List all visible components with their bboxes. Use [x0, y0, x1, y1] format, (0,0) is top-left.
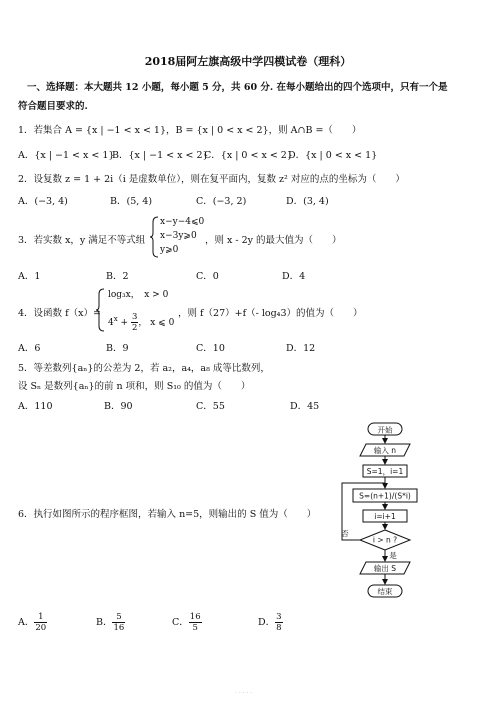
flow-start-label: 开始 — [377, 425, 393, 435]
q6-option-a-label: A． — [18, 617, 35, 628]
q6-option-a-numerator: 1 — [34, 612, 47, 623]
q6-option-c-numerator: 16 — [189, 612, 201, 622]
q4-case-2-base: 4 — [108, 318, 114, 328]
q6-option-a-denominator: 20 — [35, 623, 47, 633]
q6-option-d-numerator: 3 — [276, 612, 282, 622]
q4-case-2 — [108, 312, 174, 333]
q6-option-c — [172, 612, 202, 633]
q2-option-c: C．(−3, 2) — [196, 196, 247, 207]
q6-option-c-label: C． — [172, 617, 189, 628]
q3-stem-prefix: 3．若实数 x，y 满足不等式组 — [18, 235, 146, 246]
q4-stem-suffix: ，则 f（27）+f（- log₄3）的值为（ ） — [178, 308, 363, 319]
flow-output-label: 输出 S — [373, 564, 397, 573]
q5-option-a: A．110 — [18, 401, 53, 412]
q6-stem: 6．执行如图所示的程序框图，若输入 n=5，则输出的 S 值为（ ） — [18, 509, 317, 520]
q4-case-1: log₃x， x > 0 — [108, 290, 169, 300]
q6-option-c-denominator: 5 — [192, 623, 198, 633]
q5-option-d: D．45 — [290, 401, 320, 412]
q6-option-d-fraction — [275, 612, 282, 633]
q3-inequality-1: x−y−4⩽0 — [160, 217, 205, 227]
flow-end-label: 结束 — [377, 587, 393, 596]
q3-stem-suffix: ，则 x - 2y 的最大值为（ ） — [205, 235, 342, 246]
q3-inequality-3: y⩾0 — [160, 245, 179, 255]
q6-option-b-numerator: 5 — [112, 612, 125, 623]
q6-option-c-fraction — [189, 612, 202, 633]
flow-init-label: S=1，i=1 — [366, 467, 404, 476]
q2-option-a: A．(−3, 4) — [18, 196, 68, 207]
q4-option-b: B．9 — [106, 343, 129, 354]
q4-case-2-condition: ， x ⩽ 0 — [138, 318, 175, 328]
q5-stem-line2: 设 Sₙ 是数列{aₙ}的前 n 项和，则 S₁₀ 的值为（ ） — [18, 381, 251, 392]
q5-stem-line1: 5．等差数列{aₙ}的公差为 2，若 a₂，a₄，a₈ 成等比数列， — [18, 363, 270, 374]
q2-stem: 2．设复数 z = 1 + 2i（i 是虚数单位），则在复平面内，复数 z² 对应的点的坐标为（ ） — [18, 174, 405, 185]
q6-option-a — [18, 612, 47, 633]
flow-yes-label: 是 — [389, 551, 397, 560]
q4-case-2-exponent: x — [113, 315, 118, 323]
q4-fraction-numerator: 3 — [131, 312, 138, 322]
flow-input-label: 输入 n — [373, 446, 397, 455]
q2-option-b: B．(5, 4) — [110, 196, 153, 207]
page-footer-mark: · · · · · — [235, 690, 253, 697]
q6-option-b-denominator: 16 — [113, 623, 125, 633]
q6-option-d — [258, 612, 283, 633]
q1-option-a: A．{x | −1 < x < 1} — [18, 150, 115, 161]
q3-option-b: B．2 — [106, 271, 129, 282]
q4-fraction-denominator: 2 — [131, 323, 138, 333]
q1-option-d: D．{x | 0 < x < 1} — [288, 150, 378, 161]
q6-option-b — [96, 612, 125, 633]
flow-condition-label: i > n ? — [372, 535, 398, 545]
q2-option-d: D．(3, 4) — [286, 196, 329, 207]
q1-option-b: B．{x | −1 < x < 2} — [112, 150, 209, 161]
q6-option-b-label: B． — [96, 617, 113, 628]
q4-option-d: D．12 — [286, 343, 316, 354]
q3-option-c: C．0 — [196, 271, 219, 282]
q3-option-d: D．4 — [282, 271, 306, 282]
flow-no-label: 否 — [341, 529, 349, 538]
q4-option-a: A．6 — [18, 343, 41, 354]
section-heading-line2: 符合题目要求的. — [18, 101, 88, 112]
q5-option-b: B．90 — [104, 401, 133, 412]
page-title: 2018届阿左旗高级中学四模试卷（理科） — [144, 55, 352, 68]
q1-option-c: C．{x | 0 < x < 2} — [204, 150, 293, 161]
q4-stem-prefix: 4．设函数 f（x）= — [18, 308, 101, 319]
q6-option-d-label: D． — [258, 617, 276, 628]
q3-inequality-2: x−3y⩾0 — [160, 231, 197, 241]
q5-option-c: C．55 — [196, 401, 225, 412]
q4-option-c: C．10 — [196, 343, 225, 354]
q3-brace — [150, 216, 160, 258]
q6-option-b-fraction — [112, 612, 125, 633]
q6-option-a-fraction — [34, 612, 47, 633]
flow-increment-label: i=i+1 — [374, 512, 396, 521]
q4-brace — [96, 288, 106, 332]
q3-option-a: A．1 — [18, 271, 41, 282]
section-heading-line1: 一、选择题：本大题共 12 小题，每小题 5 分，共 60 分. 在每小题给出的四个选项中，只有一个是 — [27, 82, 448, 93]
program-flowchart — [336, 420, 448, 602]
flow-assign-label: S=(n+1)/(S*i) — [359, 491, 411, 501]
q6-option-d-denominator: 8 — [276, 623, 282, 633]
q1-stem: 1．若集合 A = {x | −1 < x < 1}，B = {x | 0 < x < 2}，则 A∩B =（ ） — [18, 125, 362, 136]
q4-case-2-plus: + — [117, 318, 131, 328]
